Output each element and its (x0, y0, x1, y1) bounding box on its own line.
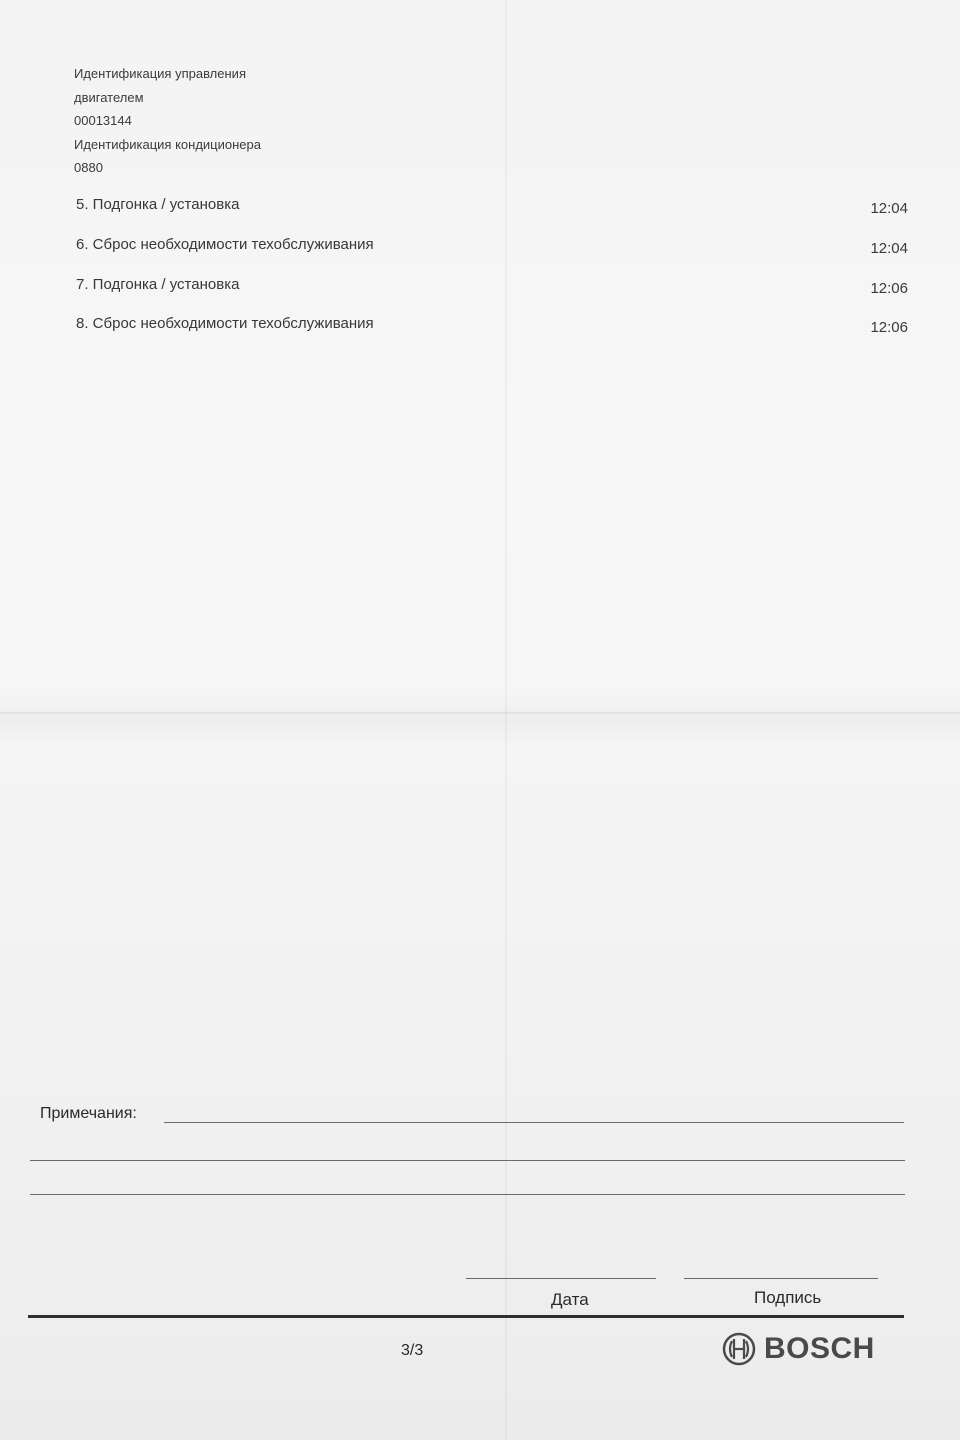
operation-row (76, 196, 908, 218)
bottom-rule (28, 1315, 904, 1318)
operation-label: 8. Сброс необходимости техобслуживания (76, 315, 374, 332)
date-label: Дата (551, 1290, 589, 1309)
notes-line (30, 1194, 905, 1195)
ac-id-value: 0880 (74, 160, 103, 175)
engine-id-value: 00013144 (74, 113, 132, 128)
notes-line (30, 1160, 905, 1161)
signature-label: Подпись (754, 1288, 822, 1307)
identification-block (74, 62, 261, 180)
engine-id-label: Идентификация управления (74, 66, 246, 81)
brand-name: BOSCH (764, 1332, 875, 1365)
date-line (466, 1278, 656, 1279)
bosch-logo (722, 1332, 875, 1366)
ac-id-label: Идентификация кондиционера (74, 136, 261, 152)
operation-label: 6. Сброс необходимости техобслуживания (76, 236, 374, 253)
operation-row (76, 315, 908, 337)
notes-label: Примечания: (40, 1105, 137, 1122)
operation-time: 12:06 (870, 319, 908, 336)
operation-row (76, 276, 908, 298)
notes-line (164, 1122, 904, 1123)
operation-time: 12:04 (870, 200, 908, 217)
operation-time: 12:04 (870, 240, 908, 257)
page-number: 3/3 (401, 1342, 424, 1359)
paper-fold (0, 712, 960, 714)
signature-line (684, 1278, 878, 1279)
bosch-armature-icon (722, 1332, 756, 1366)
operation-time: 12:06 (870, 280, 908, 297)
operation-label: 5. Подгонка / установка (76, 196, 240, 213)
operation-row (76, 236, 908, 258)
operation-label: 7. Подгонка / установка (76, 276, 240, 293)
engine-id-label-cont: двигателем (74, 89, 144, 105)
